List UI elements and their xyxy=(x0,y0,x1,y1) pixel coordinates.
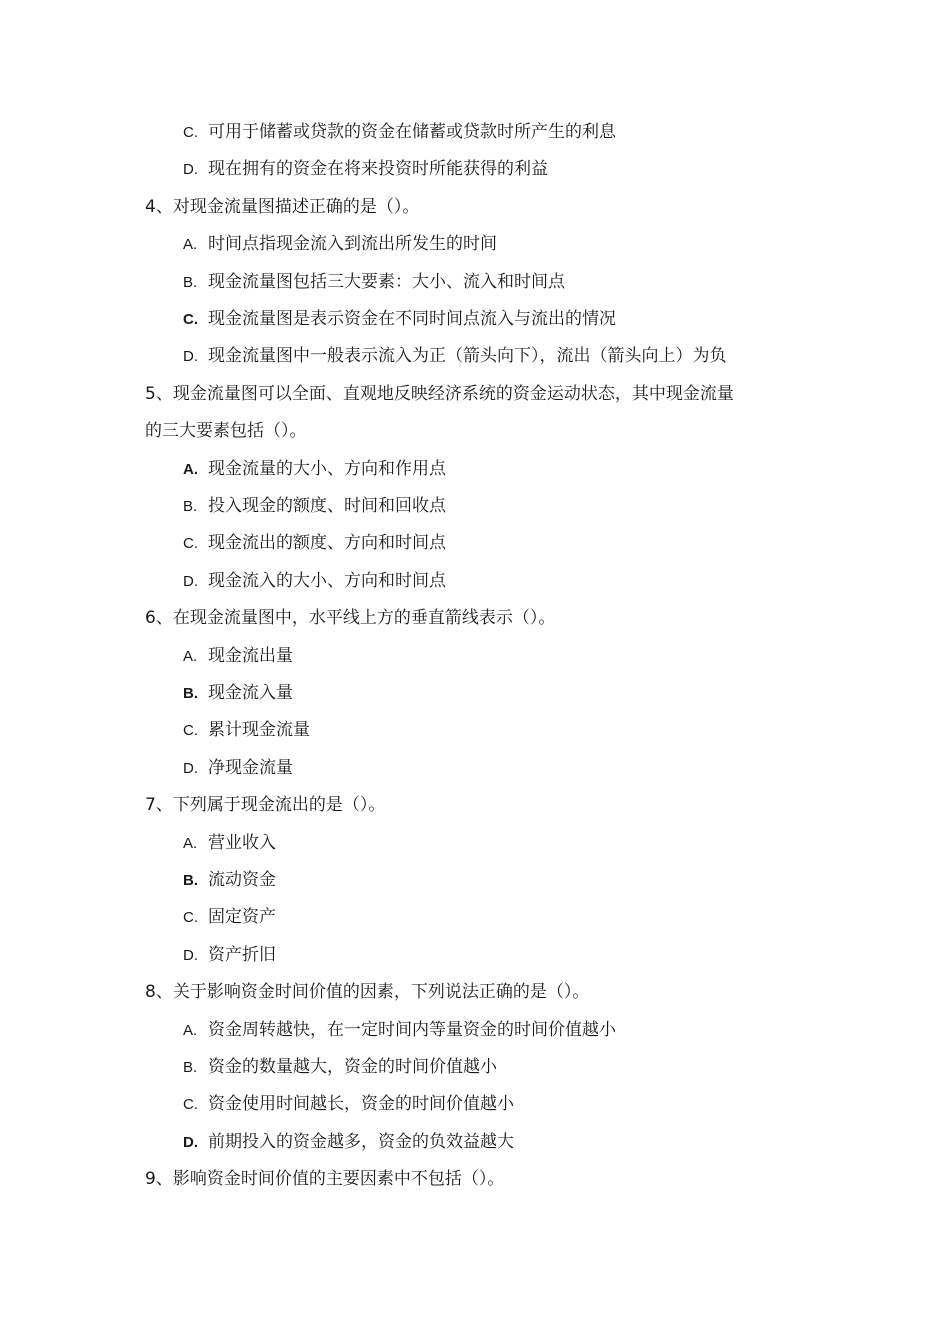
option-text: 资金使用时间越长，资金的时间价值越小 xyxy=(208,1094,514,1115)
option-text: 投入现金的额度、时间和回收点 xyxy=(208,496,446,516)
option-letter: D. xyxy=(183,1133,198,1151)
option-line xyxy=(183,869,276,892)
option-line xyxy=(183,1056,497,1079)
option-text: 现金流量图中一般表示流入为正（箭头向下），流出（箭头向上）为负 xyxy=(208,346,727,367)
option-text: 资金周转越快，在一定时间内等量资金的时间价值越小 xyxy=(208,1019,616,1040)
option-text: 资金的数量越大，资金的时间价值越小 xyxy=(208,1057,497,1077)
option-text: 现金流量的大小、方向和作用点 xyxy=(208,458,446,479)
option-letter: B. xyxy=(183,872,198,889)
option-text: 营业收入 xyxy=(208,832,276,853)
option-letter: D. xyxy=(183,348,198,366)
option-text: 前期投入的资金越多，资金的负效益越大 xyxy=(208,1131,514,1152)
option-text: 累计现金流量 xyxy=(208,720,310,741)
option-line xyxy=(183,458,446,481)
option-text: 可用于储蓄或贷款的资金在储蓄或贷款时所产生的利息 xyxy=(208,122,616,142)
option-line xyxy=(183,719,310,742)
option-letter: A. xyxy=(183,1021,198,1039)
option-letter: D. xyxy=(183,759,198,777)
option-letter: C. xyxy=(183,535,198,553)
option-letter: A. xyxy=(183,236,198,254)
option-letter: C. xyxy=(183,311,198,328)
question-line: 7、下列属于现金流出的是（）。 xyxy=(145,795,386,816)
option-letter: D. xyxy=(183,946,198,964)
question-line: 8、关于影响资金时间价值的因素，下列说法正确的是（）。 xyxy=(145,982,590,1003)
option-line xyxy=(183,1019,616,1042)
option-text: 现金流入的大小、方向和时间点 xyxy=(208,570,446,591)
option-letter: C. xyxy=(183,1096,198,1114)
option-letter: D. xyxy=(183,161,198,179)
option-line xyxy=(183,682,293,705)
option-text: 净现金流量 xyxy=(208,757,293,778)
option-line xyxy=(183,233,497,256)
option-line xyxy=(183,832,276,855)
option-letter: A. xyxy=(183,647,198,665)
option-text: 现金流量图包括三大要素：大小、流入和时间点 xyxy=(208,271,565,292)
option-letter: D. xyxy=(183,572,198,590)
option-letter: B. xyxy=(183,498,198,515)
option-line xyxy=(183,532,446,555)
option-text: 现金流出的额度、方向和时间点 xyxy=(208,533,446,554)
option-line xyxy=(183,121,616,144)
option-line xyxy=(183,271,565,294)
option-text: 现在拥有的资金在将来投资时所能获得的利益 xyxy=(208,159,548,180)
question-line: 9、影响资金时间价值的主要因素中不包括（）。 xyxy=(145,1169,505,1190)
option-line xyxy=(183,1131,514,1154)
option-line xyxy=(183,906,276,929)
option-text: 现金流量图是表示资金在不同时间点流入与流出的情况 xyxy=(208,309,616,329)
option-letter: A. xyxy=(183,834,198,852)
option-text: 资产折旧 xyxy=(208,944,276,965)
option-letter: B. xyxy=(183,273,198,291)
option-line xyxy=(183,345,727,368)
option-text: 流动资金 xyxy=(208,870,276,890)
option-letter: B. xyxy=(183,685,198,702)
question-line: 5、现金流量图可以全面、直观地反映经济系统的资金运动状态，其中现金流量 xyxy=(145,383,734,404)
option-text: 现金流出量 xyxy=(208,645,293,666)
option-line xyxy=(183,1093,514,1116)
option-line xyxy=(183,944,276,967)
option-line xyxy=(183,645,293,668)
option-letter: C. xyxy=(183,909,198,927)
option-letter: C. xyxy=(183,722,198,740)
option-line xyxy=(183,570,446,593)
option-line xyxy=(183,757,293,780)
option-letter: B. xyxy=(183,1059,198,1076)
question-line: 4、对现金流量图描述正确的是（）。 xyxy=(145,196,420,217)
question-line: 6、在现金流量图中，水平线上方的垂直箭线表示（）。 xyxy=(145,608,556,629)
option-letter: C. xyxy=(183,124,198,141)
option-letter: A. xyxy=(183,460,198,478)
question-line: 的三大要素包括（）。 xyxy=(145,421,307,442)
option-text: 现金流入量 xyxy=(208,683,293,703)
option-line xyxy=(183,158,548,181)
option-line xyxy=(183,495,446,518)
option-text: 固定资产 xyxy=(208,907,276,928)
option-line xyxy=(183,308,616,331)
option-text: 时间点指现金流入到流出所发生的时间 xyxy=(208,234,497,255)
